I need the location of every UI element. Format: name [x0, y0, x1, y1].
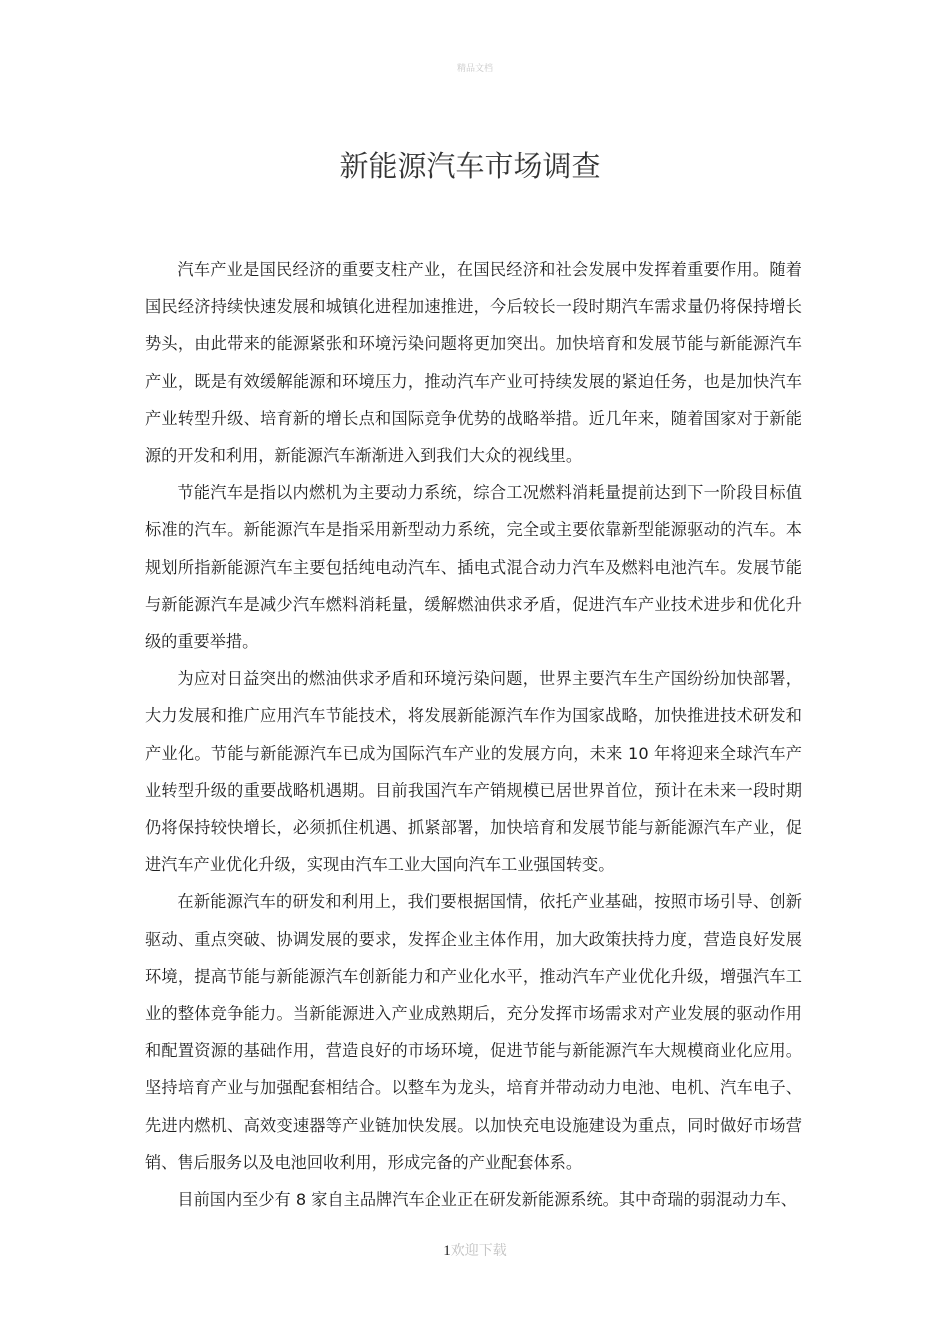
page-footer — [0, 1240, 950, 1260]
page-number: 1 — [443, 1243, 451, 1259]
document-title: 新能源汽车市场调查 — [339, 149, 601, 183]
footer-note: 欢迎下载 — [450, 1243, 507, 1259]
paragraph-2: 节能汽车是指以内燃机为主要动力系统，综合工况燃料消耗量提前达到下一阶段目标值标准的汽车。新能源汽车是指采用新型动力系统，完全或主要依靠新型能源驱动的汽车。本规划所指新能源汽车主要包括纯电动汽车、插电式混合动力汽车及燃料电池汽车。发展节能与新能源汽车是减少汽车燃料消耗量，缓解燃油供求矛盾，促进汽车产业技术进步和优化升级的重要举措。 — [145, 483, 802, 652]
paragraph-5: 目前国内至少有 8 家自主品牌汽车企业正在研发新能源系统。其中奇瑞的弱混动力车、 — [177, 1190, 797, 1210]
paragraph-1: 汽车产业是国民经济的重要支柱产业，在国民经济和社会发展中发挥着重要作用。随着国民经济持续快速发展和城镇化进程加速推进，今后较长一段时期汽车需求量仍将保持增长势头，由此带来的能源紧张和环境污染问题将更加突出。加快培育和发展节能与新能源汽车产业，既是有效缓解能源和环境压力，推动汽车产业可持续发展的紧迫任务，也是加快汽车产业转型升级、培育新的增长点和国际竞争优势的战略举措。近几年来，随着国家对于新能源的开发和利用，新能源汽车渐渐进入到我们大众的视线里。 — [145, 260, 802, 466]
document-body — [145, 251, 802, 1218]
header-watermark: 精品文档 — [456, 64, 493, 74]
paragraph-3: 为应对日益突出的燃油供求矛盾和环境污染问题，世界主要汽车生产国纷纷加快部署，大力发展和推广应用汽车节能技术，将发展新能源汽车作为国家战略，加快推进技术研发和产业化。节能与新能源汽车已成为国际汽车产业的发展方向，未来 10 年将迎来全球汽车产业转型升级的重要战略机遇期。目前我国汽车产销规模已居世界首位，预计在未来一段时期仍将保持较快增长，必须抓住机遇、抓紧部署，加快培育和发展节能与新能源汽车产业，促进汽车产业优化升级，实现由汽车工业大国向汽车工业强国转变。 — [145, 669, 802, 875]
paragraph-4: 在新能源汽车的研发和利用上，我们要根据国情，依托产业基础，按照市场引导、创新驱动、重点突破、协调发展的要求，发挥企业主体作用，加大政策扶持力度，营造良好发展环境，提高节能与新能源汽车创新能力和产业化水平，推动汽车产业优化升级，增强汽车工业的整体竞争能力。当新能源进入产业成熟期后，充分发挥市场需求对产业发展的驱动作用和配置资源的基础作用，营造良好的市场环境，促进节能与新能源汽车大规模商业化应用。坚持培育产业与加强配套相结合。以整车为龙头，培育并带动动力电池、电机、汽车电子、先进内燃机、高效变速器等产业链加快发展。以加快充电设施建设为重点，同时做好市场营销、售后服务以及电池回收利用，形成完备的产业配套体系。 — [145, 892, 802, 1172]
